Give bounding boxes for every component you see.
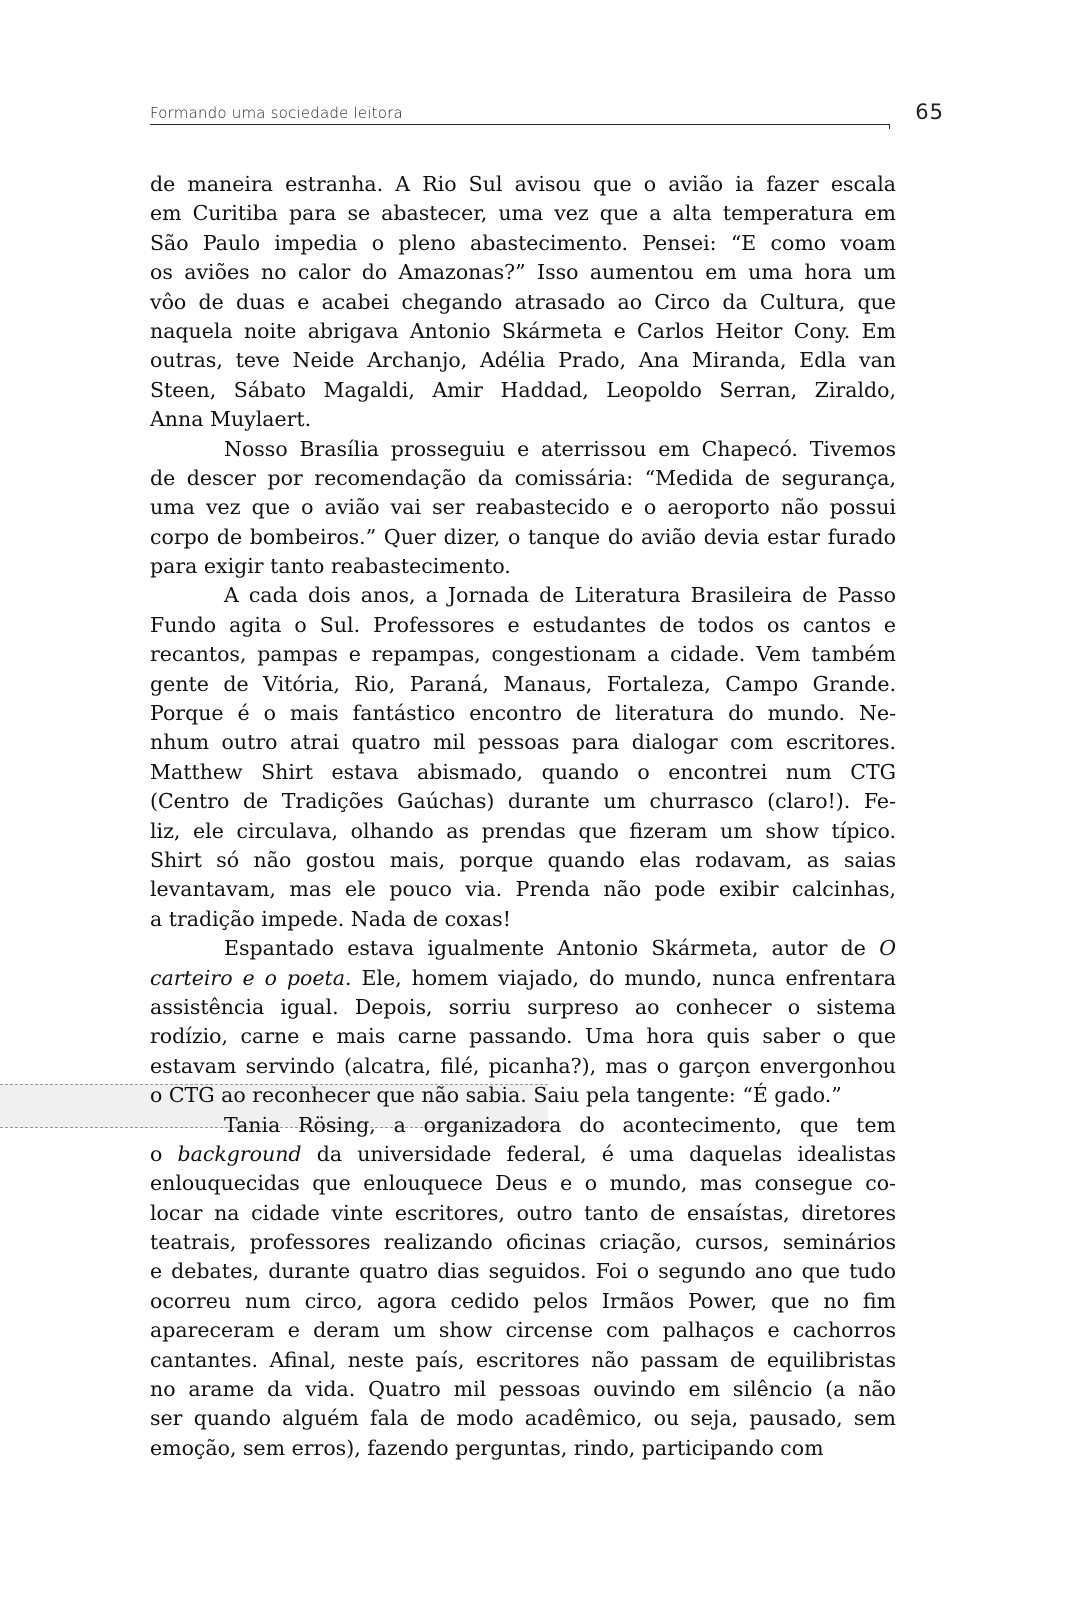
text-line: emoção, sem erros), fazendo perguntas, rindo, participando com — [150, 1435, 824, 1460]
text-line: naquela noite abrigava Antonio Skármeta e Carlos Heitor Cony. Em — [150, 318, 896, 343]
paragraph — [150, 581, 896, 934]
text-line: vôo de duas e acabei chegando atrasado ao Circo da Cultura, que — [150, 289, 896, 314]
text-line: A cada dois anos, a Jornada de Literatura Brasileira de Passo — [224, 583, 896, 608]
text-line: de maneira estranha. A Rio Sul avisou que o avião ia fazer escala — [150, 172, 896, 196]
text-line: corpo de bombeiros.” Quer dizer, o tanque do avião devia estar furado — [150, 524, 896, 549]
text-line: Shirt só não gostou mais, porque quando elas rodavam, as saias — [150, 847, 896, 872]
text-line: locar na cidade vinte escritores, outro tanto de ensaístas, diretores — [150, 1200, 896, 1225]
header-rule — [150, 124, 890, 125]
text-line: Steen, Sábato Magaldi, Amir Haddad, Leopoldo Serran, Ziraldo, — [150, 377, 896, 402]
text-line: estavam servindo (alcatra, filé, picanha?), mas o garçon envergonhou — [150, 1053, 896, 1078]
text-line: Matthew Shirt estava abismado, quando o encontrei num CTG — [150, 759, 896, 784]
text-line: carteiro e o poeta. Ele, homem viajado, do mundo, nunca enfrentara — [150, 965, 896, 990]
text-line: apareceram e deram um show circense com palhaços e cachorros — [150, 1318, 896, 1343]
text-line: rodízio, carne e mais carne passando. Uma hora quis saber o que — [150, 1024, 896, 1049]
text-line: para exigir tanto reabastecimento. — [150, 554, 511, 579]
text-line: enlouquecidas que enlouquece Deus e o mundo, mas consegue co- — [150, 1171, 896, 1196]
text-line: (Centro de Tradições Gaúchas) durante um churrasco (claro!). Fe- — [150, 789, 896, 814]
text-line: no arame da vida. Quatro mil pessoas ouvindo em silêncio (a não — [150, 1377, 896, 1402]
body-text — [150, 170, 896, 1463]
text-line: o CTG ao reconhecer que não sabia. Saiu pela tangente: “É gado.” — [150, 1083, 842, 1108]
text-line: gente de Vitória, Rio, Paraná, Manaus, Fortaleza, Campo Grande. — [150, 671, 896, 696]
text-line: em Curitiba para se abastecer, uma vez que a alta temperatura em — [150, 201, 896, 226]
text-line: ser quando alguém fala de modo acadêmico, ou seja, pausado, sem — [150, 1406, 896, 1431]
paragraph — [150, 934, 896, 1110]
text-line: e debates, durante quatro dias seguidos. Foi o segundo ano que tudo — [150, 1259, 896, 1284]
text-line: uma vez que o avião vai ser reabastecido e o aeroporto não possui — [150, 495, 896, 520]
text-line: teatrais, professores realizando oficinas criação, cursos, seminários — [150, 1230, 896, 1255]
text-line: Tania Rösing, a organizadora do acontecimento, que tem — [224, 1112, 896, 1137]
text-line: recantos, pampas e repampas, congestionam a cidade. Vem também — [150, 642, 896, 667]
header-rule-tick — [889, 124, 890, 129]
paragraph — [150, 170, 896, 435]
paragraph — [150, 435, 896, 582]
running-title: Formando uma sociedade leitora — [150, 104, 403, 122]
text-line: cantantes. Afinal, neste país, escritores não passam de equilibristas — [150, 1347, 896, 1372]
paragraph — [150, 1111, 896, 1464]
text-line: Nosso Brasília prosseguiu e aterrissou em Chapecó. Tivemos — [224, 436, 896, 461]
text-line: Anna Muylaert. — [150, 407, 312, 432]
text-line: o background da universidade federal, é uma daquelas idealistas — [150, 1141, 897, 1166]
text-line: de descer por recomendação da comissária: “Medida de segurança, — [150, 465, 896, 490]
text-line: outras, teve Neide Archanjo, Adélia Prado, Ana Miranda, Edla van — [150, 348, 896, 373]
page-header — [150, 100, 944, 130]
text-line: liz, ele circulava, olhando as prendas que fizeram um show típico. — [150, 818, 896, 843]
text-line: a tradição impede. Nada de coxas! — [150, 906, 511, 931]
text-line: São Paulo impedia o pleno abastecimento. Pensei: “E como voam — [150, 230, 896, 255]
text-line: os aviões no calor do Amazonas?” Isso aumentou em uma hora um — [150, 260, 896, 285]
text-line: Fundo agita o Sul. Professores e estudantes de todos os cantos e — [150, 612, 896, 637]
text-line: nhum outro atrai quatro mil pessoas para dialogar com escritores. — [150, 730, 896, 755]
text-line: Espantado estava igualmente Antonio Skármeta, autor de O — [224, 936, 896, 961]
text-line: Porque é o mais fantástico encontro de literatura do mundo. Ne- — [150, 701, 896, 726]
page-number: 65 — [915, 100, 944, 124]
text-line: assistência igual. Depois, sorriu surpreso ao conhecer o sistema — [150, 994, 896, 1019]
text-line: ocorreu num circo, agora cedido pelos Irmãos Power, que no fim — [150, 1288, 896, 1313]
text-line: levantavam, mas ele pouco via. Prenda não pode exibir calcinhas, — [150, 877, 896, 902]
